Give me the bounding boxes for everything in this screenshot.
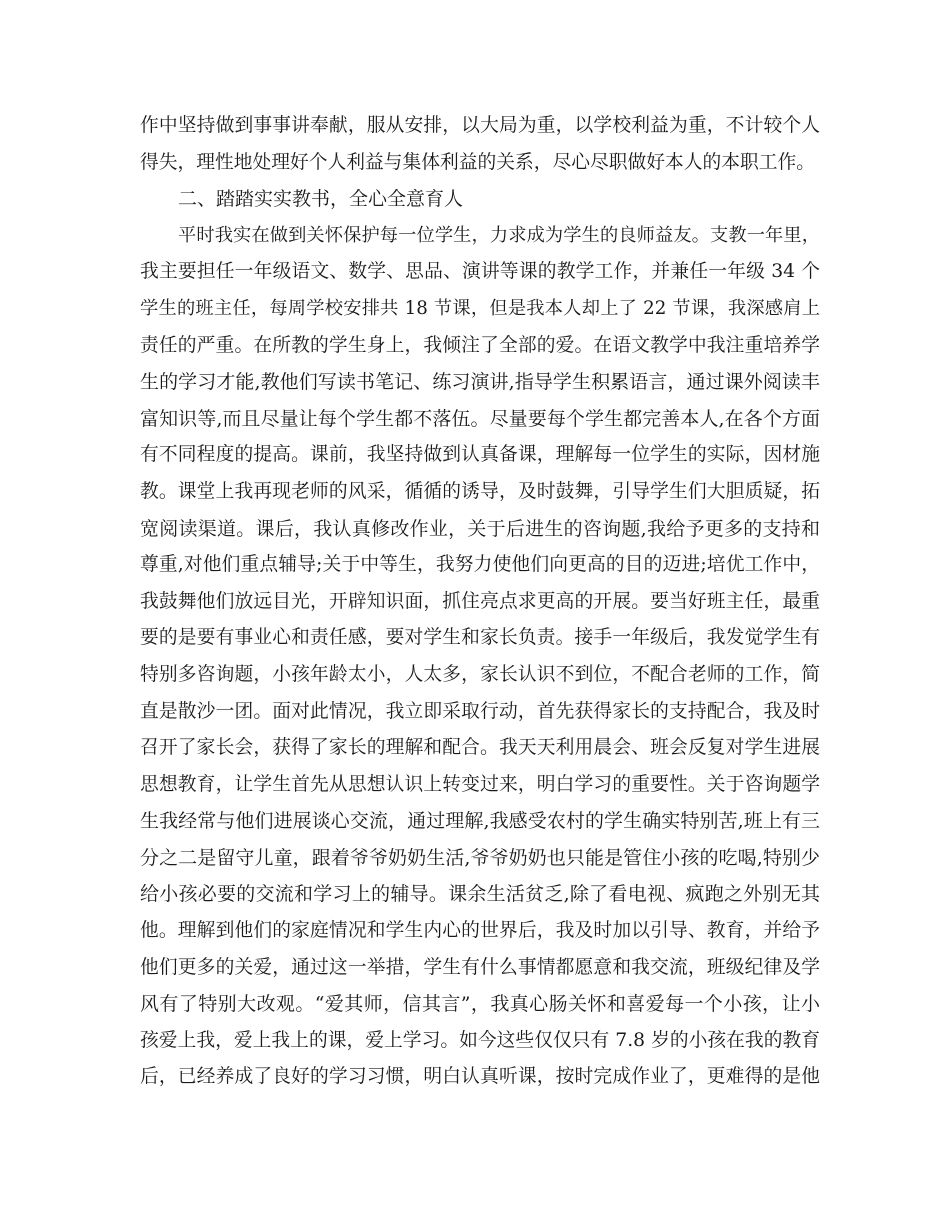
text-line: 风有了特别大改观。“爱其师，信其言”，我真心肠关怀和喜爱每一个小孩，让小 [140,993,820,1016]
text-line: 富知识等,而且尽量让每个学生都不落伍。尽量要每个学生都完善本人,在各个方面 [140,407,820,430]
text-line: 尊重,对他们重点辅导;关于中等生，我努力使他们向更高的目的迈进;培优工作中， [140,554,820,576]
text-line: 召开了家长会，获得了家长的理解和配合。我天天利用晨会、班会反复对学生进展 [140,737,820,759]
text-line: 直是散沙一团。面对此情况，我立即采取行动，首先获得家长的支持配合，我及时 [140,700,820,722]
text-line: 平时我实在做到关怀保护每一位学生，力求成为学生的良师益友。支教一年里， [178,224,820,246]
text-line: 我主要担任一年级语文、数学、思品、演讲等课的教学工作，并兼任一年级 34 个 [140,261,820,283]
text-line: 宽阅读渠道。课后，我认真修改作业，关于后进生的咨询题,我给予更多的支持和 [140,517,820,540]
text-line: 得失，理性地处理好个人利益与集体利益的关系，尽心尽职做好本人的本职工作。 [140,151,815,173]
text-line: 给小孩必要的交流和学习上的辅导。课余生活贫乏,除了看电视、疯跑之外别无其 [140,883,820,906]
section-heading: 二、踏踏实实教书，全心全意育人 [178,188,464,211]
text-line: 孩爱上我，爱上我上的课，爱上学习。如今这些仅仅只有 7.8 岁的小孩在我的教育 [140,1029,820,1051]
text-line: 我鼓舞他们放远目光，开辟知识面，抓住亮点求更高的开展。要当好班主任，最重 [140,590,820,612]
text-line: 特别多咨询题，小孩年龄太小，人太多，家长认识不到位，不配合老师的工作，简 [140,663,820,685]
text-line: 责任的严重。在所教的学生身上，我倾注了全部的爱。在语文教学中我注重培养学 [140,334,820,356]
text-line: 他。理解到他们的家庭情况和学生内心的世界后，我及时加以引导、教育，并给予 [140,920,820,942]
body-text [140,108,820,1096]
text-line: 作中坚持做到事事讲奉献，服从安排，以大局为重，以学校利益为重，不计较个人 [140,115,820,136]
text-line: 有不同程度的提高。课前，我坚持做到认真备课，理解每一位学生的实际，因材施 [140,444,820,466]
text-line: 生的学习才能,教他们写读书笔记、练习演讲,指导学生积累语言，通过课外阅读丰 [140,371,820,394]
text-line: 教。课堂上我再现老师的风采，循循的诱导，及时鼓舞，引导学生们大胆质疑，拓 [140,480,820,502]
text-line: 后，已经养成了良好的学习习惯，明白认真听课，按时完成作业了，更难得的是他 [140,1066,820,1088]
text-line: 分之二是留守儿童，跟着爷爷奶奶生活,爷爷奶奶也只能是管住小孩的吃喝,特别少 [140,846,820,869]
text-line: 他们更多的关爱，通过这一举措，学生有什么事情都愿意和我交流，班级纪律及学 [140,956,820,978]
text-line: 生我经常与他们进展谈心交流，通过理解,我感受农村的学生确实特别苦,班上有三 [140,810,820,833]
text-line: 要的是要有事业心和责任感，要对学生和家长负责。接手一年级后，我发觉学生有 [140,627,820,649]
text-line: 学生的班主任，每周学校安排共 18 节课，但是我本人却上了 22 节课，我深感肩上 [140,297,820,319]
text-line: 思想教育，让学生首先从思想认识上转变过来，明白学习的重要性。关于咨询题学 [140,773,820,795]
